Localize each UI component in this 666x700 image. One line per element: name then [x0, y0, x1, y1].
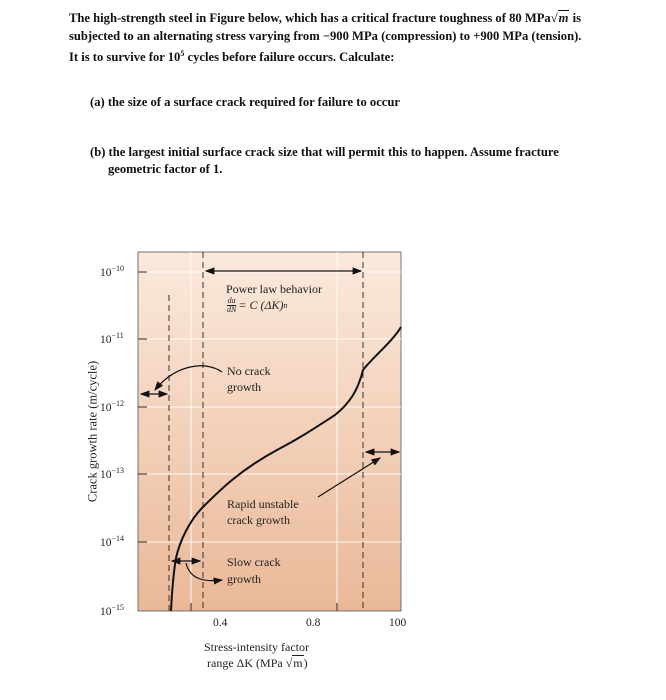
no-crack-label-1: No crack	[227, 364, 271, 378]
power-law-label: Power law behavior	[226, 282, 322, 296]
question-line-1: The high-strength steel in Figure below, which has a critical fracture toughness of 80 MPa√m is	[69, 11, 581, 25]
part-a: (a) the size of a surface crack required for failure to occur	[90, 95, 400, 109]
slow-label-1: Slow crack	[227, 555, 281, 569]
rapid-label-2: crack growth	[227, 513, 290, 527]
question-line-2: subjected to an alternating stress varying from −900 MPa (compression) to +900 MPa (tension).	[69, 29, 582, 43]
x-axis-label-line-1: Stress-intensity factor	[204, 640, 309, 654]
y-axis-label: Crack growth rate (m/cycle)	[85, 360, 100, 503]
y-tick-label: $10^{-10}$	[100, 264, 125, 279]
x-tick-label: 0.4	[213, 617, 228, 629]
y-tick-label: $10^{-15}$	[100, 603, 125, 618]
y-tick-label: $10^{-12}$	[100, 399, 125, 414]
y-tick-label: $10^{-11}$	[100, 331, 124, 346]
x-axis-label-line-2: range ΔK (MPa √m)	[207, 656, 308, 670]
slow-label-2: growth	[227, 572, 261, 586]
part-b-line-2: geometric factor of 1.	[108, 162, 223, 176]
rapid-label-1: Rapid unstable	[227, 497, 299, 511]
x-tick-label: 0.8	[306, 617, 321, 629]
question-line-3: It is to survive for $10^5$ cycles before failure occurs. Calculate:	[69, 49, 395, 65]
no-crack-label-2: growth	[227, 380, 261, 394]
part-b-line-1: (b) the largest initial surface crack size that will permit this to happen. Assume fracture	[90, 145, 559, 159]
power-law-equation: $\frac{da}{dN}$ = C (ΔK) n	[227, 296, 288, 314]
y-tick-label: $10^{-14}$	[100, 534, 125, 549]
x-tick-label: 100	[389, 617, 407, 629]
y-tick-label: $10^{-13}$	[100, 466, 125, 481]
